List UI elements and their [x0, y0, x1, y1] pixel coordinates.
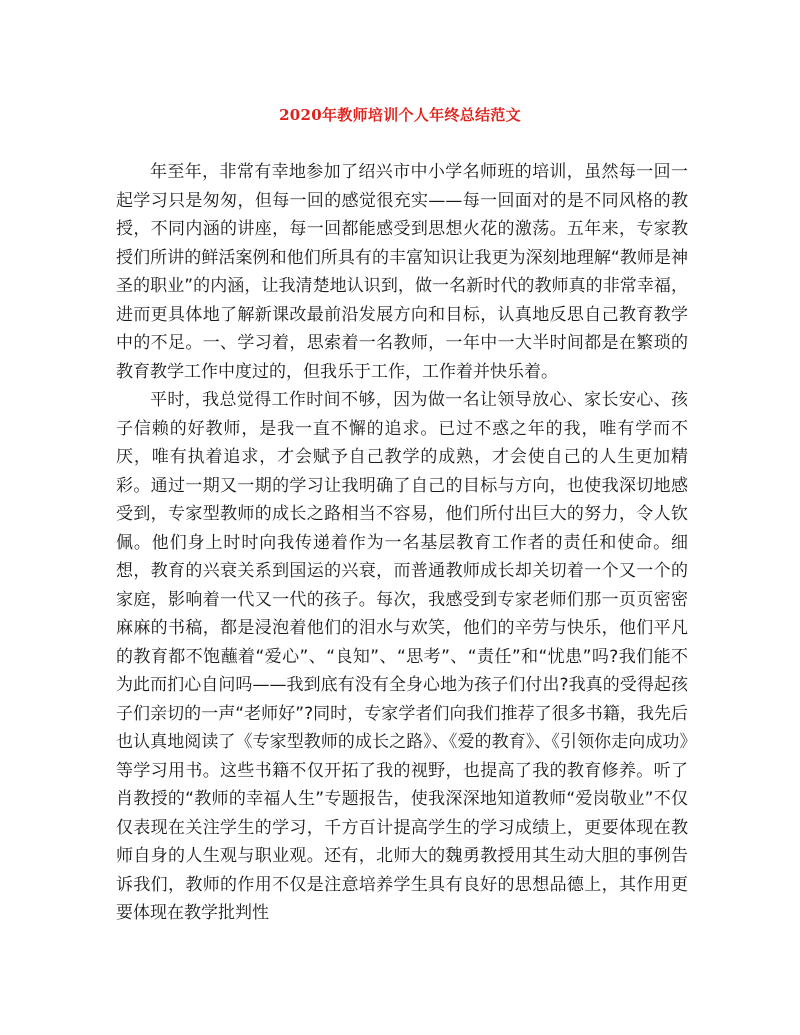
- document-body: [116, 158, 688, 928]
- paragraph-1: 年至年，非常有幸地参加了绍兴市中小学名师班的培训，虽然每一回一起学习只是匆匆，但每一回的感觉很充实——每一回面对的是不同风格的教授，不同内涵的讲座，每一回都能感受到思想火花的激荡。五年来，专家教授们所讲的鲜活案例和他们所具有的丰富知识让我更为深刻地理解“教师是神圣的职业”的内涵，让我清楚地认识到，做一名新时代的教师真的非常幸福，进而更具体地了解新课改最前沿发展方向和目标，认真地反思自己教育教学中的不足。一、学习着，思索着一名教师，一年中一大半时间都是在繁琐的教育教学工作中度过的，但我乐于工作，工作着并快乐着。: [116, 162, 688, 382]
- paragraph-2: 平时，我总觉得工作时间不够，因为做一名让领导放心、家长安心、孩子信赖的好教师，是我一直不懈的追求。已过不惑之年的我，唯有学而不厌，唯有执着追求，才会赋予自己教学的成熟，才会使自己的人生更加精彩。通过一期又一期的学习让我明确了自己的目标与方向，也使我深切地感受到，专家型教师的成长之路相当不容易，他们所付出巨大的努力，令人钦佩。他们身上时时向我传递着作为一名基层教育工作者的责任和使命。细想，教育的兴衰关系到国运的兴衰，而普通教师成长却关切着一个又一个的家庭，影响着一代又一代的孩子。每次，我感受到专家老师们那一页页密密麻麻的书稿，都是浸泡着他们的泪水与欢笑，他们的辛劳与快乐，他们平凡的教育都不饱蘸着“爱心”、“良知”、“思考”、“责任”和“忧患”吗?我们能不为此而扪心自问吗——我到底有没有全身心地为孩子们付出?我真的受得起孩子们亲切的一声“老师好”?同时，专家学者们向我们推荐了很多书籍，我先后也认真地阅读了《专家型教师的成长之路》、《爱的教育》、《引领你走向成功》等学习用书。这些书籍不仅开拓了我的视野，也提高了我的教育修养。听了肖教授的“教师的幸福人生”专题报告，使我深深地知道教师“爱岗敬业”不仅仅表现在关注学生的学习，千方百计提高学生的学习成绩上，更要体现在教师自身的人生观与职业观。还有，北师大的魏勇教授用其生动大胆的事例告诉我们，教师的作用不仅是注意培养学生具有良好的思想品德上，其作用更要体现在教学批判性: [116, 390, 688, 923]
- document-title: 2020年教师培训个人年终总结范文: [279, 106, 521, 124]
